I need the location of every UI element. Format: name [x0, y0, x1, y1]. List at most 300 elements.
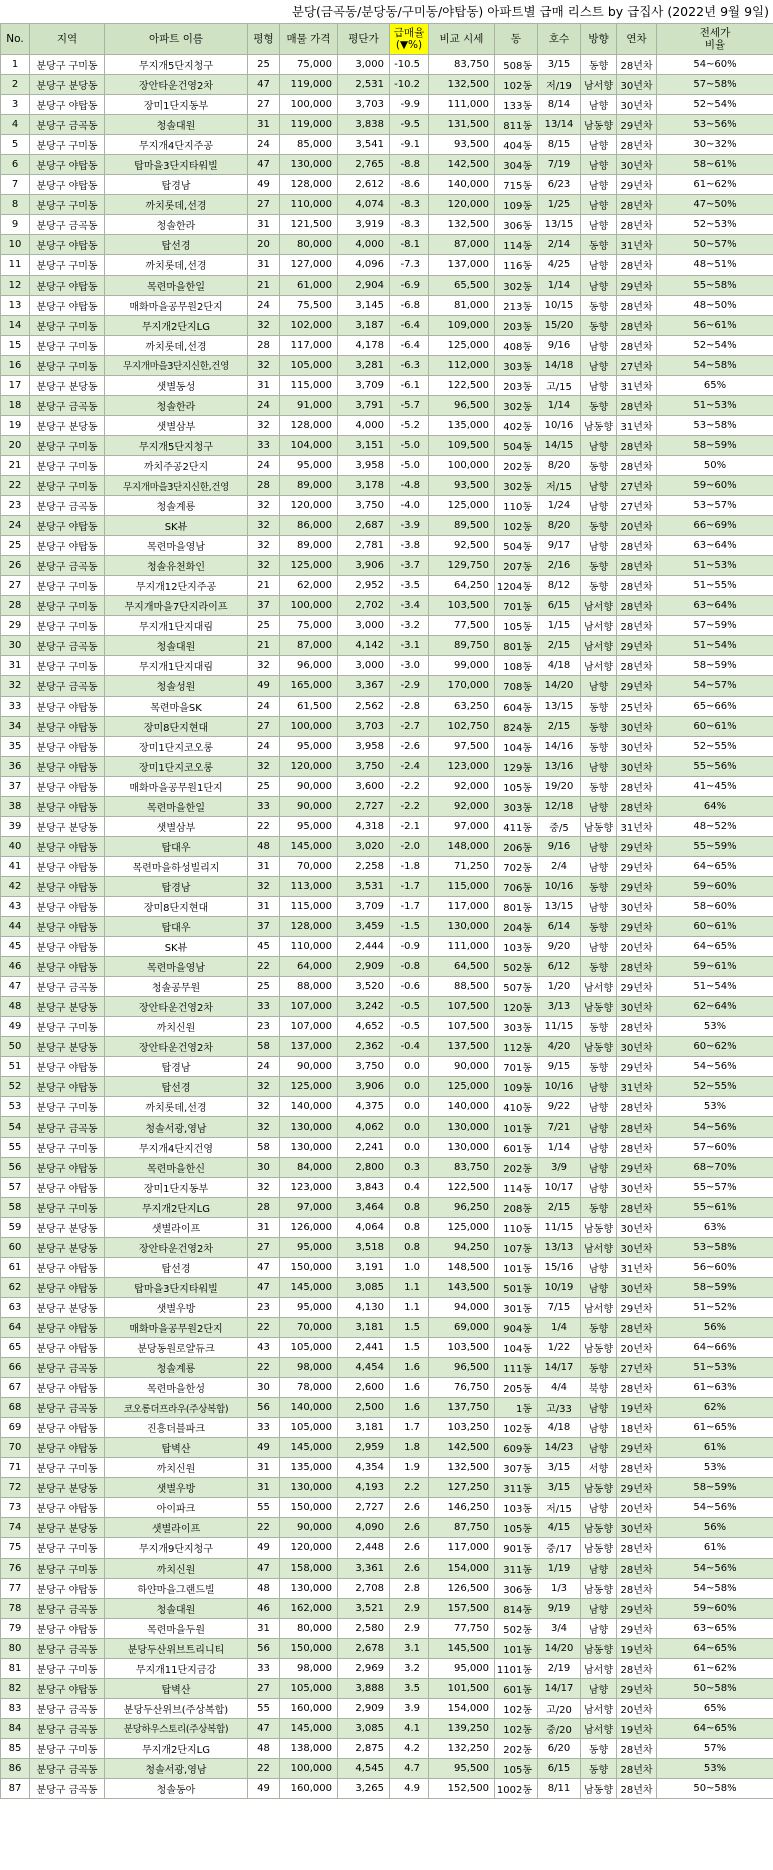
cell-direction: 남향 — [581, 175, 617, 195]
table-row — [1, 1057, 773, 1077]
cell-direction: 남서향 — [581, 1237, 617, 1257]
cell-direction: 남동향 — [581, 1338, 617, 1358]
cell-compare: 122,500 — [429, 375, 495, 395]
cell-price: 115,000 — [280, 375, 338, 395]
cell-no: 42 — [1, 876, 30, 896]
cell-compare: 140,000 — [429, 1097, 495, 1117]
cell-per-pyeong: 3,838 — [338, 115, 390, 135]
cell-drop-rate: -8.8 — [390, 155, 429, 175]
cell-pyeong: 31 — [248, 215, 280, 235]
cell-compare: 129,750 — [429, 556, 495, 576]
cell-ho: 13/14 — [538, 115, 581, 135]
cell-region: 분당구 구미동 — [30, 475, 105, 495]
cell-dong: 103동 — [495, 937, 538, 957]
cell-compare: 117,000 — [429, 1538, 495, 1558]
cell-no: 74 — [1, 1518, 30, 1538]
cell-pyeong: 33 — [248, 1658, 280, 1678]
cell-no: 64 — [1, 1317, 30, 1337]
cell-dong: 107동 — [495, 1237, 538, 1257]
cell-direction: 서향 — [581, 1458, 617, 1478]
cell-direction: 남향 — [581, 155, 617, 175]
table-row — [1, 1458, 773, 1478]
cell-age: 29년차 — [617, 876, 657, 896]
table-row — [1, 1618, 773, 1638]
cell-pyeong: 49 — [248, 175, 280, 195]
cell-ho: 6/15 — [538, 1758, 581, 1778]
cell-region: 분당구 금곡동 — [30, 1779, 105, 1799]
cell-pyeong: 27 — [248, 95, 280, 115]
cell-price: 130,000 — [280, 1478, 338, 1498]
cell-dong: 504동 — [495, 536, 538, 556]
cell-jeonse: 53% — [657, 1097, 773, 1117]
cell-per-pyeong: 3,518 — [338, 1237, 390, 1257]
cell-jeonse: 53% — [657, 1458, 773, 1478]
cell-ho: 4/18 — [538, 1418, 581, 1438]
cell-direction: 남향 — [581, 1097, 617, 1117]
cell-apt: 분당두산위브(주상복합) — [105, 1698, 248, 1718]
cell-direction: 남향 — [581, 1137, 617, 1157]
cell-price: 100,000 — [280, 596, 338, 616]
cell-no: 62 — [1, 1277, 30, 1297]
cell-apt: 탑선경 — [105, 1257, 248, 1277]
cell-per-pyeong: 4,000 — [338, 235, 390, 255]
cell-no: 24 — [1, 516, 30, 536]
cell-age: 20년차 — [617, 1698, 657, 1718]
cell-drop-rate: -3.8 — [390, 536, 429, 556]
table-row — [1, 315, 773, 335]
cell-price: 128,000 — [280, 415, 338, 435]
cell-direction: 동향 — [581, 1057, 617, 1077]
cell-age: 28년차 — [617, 576, 657, 596]
cell-per-pyeong: 2,952 — [338, 576, 390, 596]
cell-apt: 탑경남 — [105, 175, 248, 195]
cell-compare: 97,500 — [429, 736, 495, 756]
cell-price: 105,000 — [280, 1418, 338, 1438]
cell-pyeong: 45 — [248, 937, 280, 957]
cell-drop-rate: 2.8 — [390, 1578, 429, 1598]
cell-ho: 9/16 — [538, 335, 581, 355]
cell-no: 86 — [1, 1758, 30, 1778]
cell-dong: 105동 — [495, 1758, 538, 1778]
cell-drop-rate: -2.2 — [390, 776, 429, 796]
cell-direction: 동향 — [581, 736, 617, 756]
cell-apt: 무지개11단지금강 — [105, 1658, 248, 1678]
cell-no: 41 — [1, 856, 30, 876]
cell-per-pyeong: 3,020 — [338, 836, 390, 856]
cell-compare: 146,250 — [429, 1498, 495, 1518]
cell-dong: 208동 — [495, 1197, 538, 1217]
cell-direction: 남향 — [581, 1257, 617, 1277]
cell-drop-rate: 3.2 — [390, 1658, 429, 1678]
cell-no: 10 — [1, 235, 30, 255]
cell-direction: 동향 — [581, 516, 617, 536]
cell-age: 30년차 — [617, 1037, 657, 1057]
cell-no: 7 — [1, 175, 30, 195]
cell-region: 분당구 구미동 — [30, 315, 105, 335]
cell-region: 분당구 금곡동 — [30, 1117, 105, 1137]
cell-direction: 동향 — [581, 576, 617, 596]
cell-ho: 7/19 — [538, 155, 581, 175]
cell-pyeong: 49 — [248, 676, 280, 696]
header-region: 지역 — [30, 24, 105, 55]
cell-no: 82 — [1, 1678, 30, 1698]
cell-price: 119,000 — [280, 115, 338, 135]
cell-no: 31 — [1, 656, 30, 676]
cell-age: 28년차 — [617, 315, 657, 335]
cell-drop-rate: -2.7 — [390, 716, 429, 736]
cell-pyeong: 23 — [248, 1017, 280, 1037]
cell-per-pyeong: 3,265 — [338, 1779, 390, 1799]
cell-compare: 132,500 — [429, 1458, 495, 1478]
cell-direction: 남향 — [581, 1598, 617, 1618]
cell-price: 100,000 — [280, 95, 338, 115]
cell-pyeong: 21 — [248, 636, 280, 656]
cell-price: 121,500 — [280, 215, 338, 235]
cell-compare: 130,000 — [429, 1117, 495, 1137]
cell-apt: 청솔한라 — [105, 215, 248, 235]
cell-jeonse: 64~65% — [657, 937, 773, 957]
cell-age: 31년차 — [617, 235, 657, 255]
cell-pyeong: 32 — [248, 355, 280, 375]
cell-pyeong: 47 — [248, 1277, 280, 1297]
cell-per-pyeong: 3,000 — [338, 616, 390, 636]
cell-ho: 6/15 — [538, 596, 581, 616]
cell-per-pyeong: 3,750 — [338, 496, 390, 516]
cell-no: 20 — [1, 435, 30, 455]
cell-price: 130,000 — [280, 155, 338, 175]
cell-apt: 목련마을한일 — [105, 796, 248, 816]
cell-price: 62,000 — [280, 576, 338, 596]
cell-compare: 132,250 — [429, 1738, 495, 1758]
cell-jeonse: 63~64% — [657, 596, 773, 616]
cell-compare: 87,750 — [429, 1518, 495, 1538]
cell-compare: 71,250 — [429, 856, 495, 876]
table-row — [1, 135, 773, 155]
cell-region: 분당구 야탑동 — [30, 917, 105, 937]
cell-direction: 남서향 — [581, 1718, 617, 1738]
cell-direction: 남향 — [581, 95, 617, 115]
table-row — [1, 1578, 773, 1598]
cell-price: 162,000 — [280, 1598, 338, 1618]
cell-region: 분당구 구미동 — [30, 55, 105, 75]
cell-drop-rate: -10.2 — [390, 75, 429, 95]
cell-no: 2 — [1, 75, 30, 95]
cell-drop-rate: -9.5 — [390, 115, 429, 135]
cell-dong: 404동 — [495, 135, 538, 155]
cell-region: 분당구 야탑동 — [30, 1418, 105, 1438]
cell-drop-rate: 2.6 — [390, 1498, 429, 1518]
cell-drop-rate: -2.9 — [390, 676, 429, 696]
cell-dong: 303동 — [495, 796, 538, 816]
cell-ho: 1/3 — [538, 1578, 581, 1598]
cell-apt: 무지개마을3단지신한,건영 — [105, 475, 248, 495]
cell-dong: 108동 — [495, 656, 538, 676]
cell-jeonse: 64~65% — [657, 1638, 773, 1658]
cell-price: 135,000 — [280, 1458, 338, 1478]
cell-compare: 95,000 — [429, 1658, 495, 1678]
cell-ho: 9/15 — [538, 1057, 581, 1077]
cell-direction: 남향 — [581, 756, 617, 776]
table-row — [1, 957, 773, 977]
cell-drop-rate: 0.0 — [390, 1097, 429, 1117]
cell-jeonse: 63~65% — [657, 1618, 773, 1638]
cell-ho: 1/14 — [538, 395, 581, 415]
cell-pyeong: 48 — [248, 836, 280, 856]
cell-per-pyeong: 3,703 — [338, 716, 390, 736]
cell-per-pyeong: 2,909 — [338, 957, 390, 977]
cell-ho: 4/25 — [538, 255, 581, 275]
cell-price: 137,000 — [280, 1037, 338, 1057]
cell-dong: 109동 — [495, 1077, 538, 1097]
cell-dong: 702동 — [495, 856, 538, 876]
cell-jeonse: 51~54% — [657, 636, 773, 656]
cell-ho: 13/13 — [538, 1237, 581, 1257]
cell-jeonse: 54~60% — [657, 55, 773, 75]
cell-ho: 7/21 — [538, 1117, 581, 1137]
cell-price: 100,000 — [280, 716, 338, 736]
cell-compare: 125,000 — [429, 335, 495, 355]
header-no: No. — [1, 24, 30, 55]
cell-pyeong: 24 — [248, 696, 280, 716]
cell-region: 분당구 구미동 — [30, 1458, 105, 1478]
cell-apt: 코오롱더프라우(주상복합) — [105, 1398, 248, 1418]
cell-dong: 102동 — [495, 1698, 538, 1718]
cell-region: 분당구 금곡동 — [30, 1398, 105, 1418]
table-row — [1, 1738, 773, 1758]
cell-per-pyeong: 2,241 — [338, 1137, 390, 1157]
cell-compare: 123,000 — [429, 756, 495, 776]
cell-drop-rate: -9.9 — [390, 95, 429, 115]
cell-apt: 탑마을3단지타워빌 — [105, 1277, 248, 1297]
cell-no: 34 — [1, 716, 30, 736]
cell-drop-rate: 4.2 — [390, 1738, 429, 1758]
cell-compare: 142,500 — [429, 155, 495, 175]
cell-ho: 6/12 — [538, 957, 581, 977]
cell-age: 27년차 — [617, 475, 657, 495]
cell-pyeong: 32 — [248, 315, 280, 335]
cell-dong: 306동 — [495, 215, 538, 235]
cell-direction: 남향 — [581, 135, 617, 155]
cell-per-pyeong: 3,085 — [338, 1277, 390, 1297]
cell-no: 67 — [1, 1378, 30, 1398]
cell-compare: 94,000 — [429, 1297, 495, 1317]
cell-no: 70 — [1, 1438, 30, 1458]
table-row — [1, 95, 773, 115]
cell-ho: 4/18 — [538, 656, 581, 676]
cell-jeonse: 51~53% — [657, 1358, 773, 1378]
cell-region: 분당구 구미동 — [30, 1197, 105, 1217]
cell-pyeong: 27 — [248, 195, 280, 215]
cell-no: 30 — [1, 636, 30, 656]
cell-per-pyeong: 2,727 — [338, 796, 390, 816]
cell-compare: 145,500 — [429, 1638, 495, 1658]
cell-pyeong: 28 — [248, 335, 280, 355]
cell-ho: 10/17 — [538, 1177, 581, 1197]
cell-dong: 101동 — [495, 1257, 538, 1277]
cell-price: 95,000 — [280, 816, 338, 836]
cell-region: 분당구 구미동 — [30, 1017, 105, 1037]
cell-jeonse: 60~62% — [657, 1037, 773, 1057]
cell-pyeong: 21 — [248, 275, 280, 295]
cell-drop-rate: -3.9 — [390, 516, 429, 536]
cell-per-pyeong: 3,531 — [338, 876, 390, 896]
cell-region: 분당구 야탑동 — [30, 776, 105, 796]
cell-dong: 203동 — [495, 315, 538, 335]
cell-apt: 까치롯데,선경 — [105, 335, 248, 355]
cell-direction: 남동향 — [581, 997, 617, 1017]
cell-age: 28년차 — [617, 1317, 657, 1337]
cell-age: 30년차 — [617, 716, 657, 736]
cell-age: 28년차 — [617, 1779, 657, 1799]
cell-dong: 304동 — [495, 155, 538, 175]
cell-age: 29년차 — [617, 1057, 657, 1077]
cell-compare: 89,500 — [429, 516, 495, 536]
cell-dong: 507동 — [495, 977, 538, 997]
cell-apt: 무지개5단지청구 — [105, 435, 248, 455]
table-row — [1, 616, 773, 636]
cell-price: 90,000 — [280, 1518, 338, 1538]
cell-ho: 1/22 — [538, 1338, 581, 1358]
cell-jeonse: 30~32% — [657, 135, 773, 155]
cell-no: 58 — [1, 1197, 30, 1217]
cell-apt: 목련마을한일 — [105, 275, 248, 295]
cell-ho: 중/17 — [538, 1538, 581, 1558]
cell-dong: 102동 — [495, 75, 538, 95]
cell-price: 145,000 — [280, 1277, 338, 1297]
cell-jeonse: 50~57% — [657, 235, 773, 255]
cell-age: 30년차 — [617, 95, 657, 115]
cell-dong: 303동 — [495, 355, 538, 375]
cell-age: 28년차 — [617, 796, 657, 816]
cell-compare: 130,000 — [429, 917, 495, 937]
cell-price: 80,000 — [280, 235, 338, 255]
cell-age: 28년차 — [617, 435, 657, 455]
table-row — [1, 155, 773, 175]
cell-direction: 남향 — [581, 1618, 617, 1638]
cell-drop-rate: 1.5 — [390, 1317, 429, 1337]
cell-compare: 83,750 — [429, 1157, 495, 1177]
cell-dong: 207동 — [495, 556, 538, 576]
cell-no: 83 — [1, 1698, 30, 1718]
cell-no: 29 — [1, 616, 30, 636]
cell-per-pyeong: 2,500 — [338, 1398, 390, 1418]
cell-region: 분당구 야탑동 — [30, 1057, 105, 1077]
cell-compare: 148,500 — [429, 1257, 495, 1277]
cell-jeonse: 54~57% — [657, 676, 773, 696]
table-row — [1, 1378, 773, 1398]
cell-per-pyeong: 3,906 — [338, 1077, 390, 1097]
table-row — [1, 576, 773, 596]
cell-drop-rate: -2.0 — [390, 836, 429, 856]
cell-dong: 502동 — [495, 1618, 538, 1638]
cell-apt: 청솔대원 — [105, 115, 248, 135]
cell-region: 분당구 야탑동 — [30, 235, 105, 255]
header-dong: 동 — [495, 24, 538, 55]
cell-age: 28년차 — [617, 1017, 657, 1037]
cell-pyeong: 23 — [248, 1297, 280, 1317]
cell-ho: 4/20 — [538, 1037, 581, 1057]
cell-jeonse: 54~56% — [657, 1558, 773, 1578]
cell-apt: 무지개5단지청구 — [105, 55, 248, 75]
cell-price: 150,000 — [280, 1498, 338, 1518]
cell-jeonse: 58~60% — [657, 896, 773, 916]
cell-no: 39 — [1, 816, 30, 836]
cell-drop-rate: 1.9 — [390, 1458, 429, 1478]
cell-direction: 남향 — [581, 896, 617, 916]
cell-ho: 13/15 — [538, 696, 581, 716]
table-row — [1, 175, 773, 195]
cell-direction: 동향 — [581, 235, 617, 255]
cell-apt: 샛별동성 — [105, 375, 248, 395]
cell-compare: 89,750 — [429, 636, 495, 656]
cell-per-pyeong: 3,958 — [338, 455, 390, 475]
cell-drop-rate: 1.7 — [390, 1418, 429, 1438]
cell-price: 104,000 — [280, 435, 338, 455]
cell-per-pyeong: 4,454 — [338, 1358, 390, 1378]
cell-apt: 청솔공무원 — [105, 977, 248, 997]
cell-apt: 장미1단지동부 — [105, 95, 248, 115]
cell-dong: 311동 — [495, 1478, 538, 1498]
cell-ho: 9/17 — [538, 536, 581, 556]
cell-region: 분당구 금곡동 — [30, 1698, 105, 1718]
cell-pyeong: 22 — [248, 957, 280, 977]
cell-direction: 남향 — [581, 496, 617, 516]
cell-apt: 무지개4단지건영 — [105, 1137, 248, 1157]
cell-jeonse: 59~60% — [657, 1598, 773, 1618]
cell-drop-rate: -4.0 — [390, 496, 429, 516]
cell-pyeong: 32 — [248, 415, 280, 435]
cell-compare: 152,500 — [429, 1779, 495, 1799]
cell-price: 150,000 — [280, 1638, 338, 1658]
cell-drop-rate: 0.8 — [390, 1237, 429, 1257]
cell-apt: 목련마을SK — [105, 696, 248, 716]
cell-price: 95,000 — [280, 736, 338, 756]
cell-compare: 93,500 — [429, 475, 495, 495]
cell-ho: 14/16 — [538, 736, 581, 756]
cell-apt: 샛별라이프 — [105, 1518, 248, 1538]
cell-ho: 저/15 — [538, 475, 581, 495]
cell-region: 분당구 구미동 — [30, 1137, 105, 1157]
cell-jeonse: 62~64% — [657, 997, 773, 1017]
table-row — [1, 435, 773, 455]
cell-compare: 107,500 — [429, 1017, 495, 1037]
cell-jeonse: 61~63% — [657, 1378, 773, 1398]
cell-direction: 남동향 — [581, 1478, 617, 1498]
cell-pyeong: 32 — [248, 756, 280, 776]
cell-region: 분당구 분당동 — [30, 1478, 105, 1498]
cell-ho: 1/4 — [538, 1317, 581, 1337]
cell-ho: 1/24 — [538, 496, 581, 516]
cell-apt: 까치주공2단지 — [105, 455, 248, 475]
cell-no: 1 — [1, 55, 30, 75]
cell-pyeong: 25 — [248, 616, 280, 636]
cell-compare: 90,000 — [429, 1057, 495, 1077]
cell-price: 100,000 — [280, 1758, 338, 1778]
cell-pyeong: 27 — [248, 716, 280, 736]
cell-jeonse: 51~54% — [657, 977, 773, 997]
cell-region: 분당구 야탑동 — [30, 856, 105, 876]
cell-price: 113,000 — [280, 876, 338, 896]
cell-no: 23 — [1, 496, 30, 516]
cell-pyeong: 31 — [248, 1478, 280, 1498]
cell-price: 145,000 — [280, 836, 338, 856]
cell-price: 140,000 — [280, 1398, 338, 1418]
cell-age: 28년차 — [617, 135, 657, 155]
cell-direction: 동향 — [581, 1197, 617, 1217]
cell-pyeong: 24 — [248, 1057, 280, 1077]
cell-drop-rate: -0.5 — [390, 1017, 429, 1037]
cell-per-pyeong: 3,181 — [338, 1418, 390, 1438]
